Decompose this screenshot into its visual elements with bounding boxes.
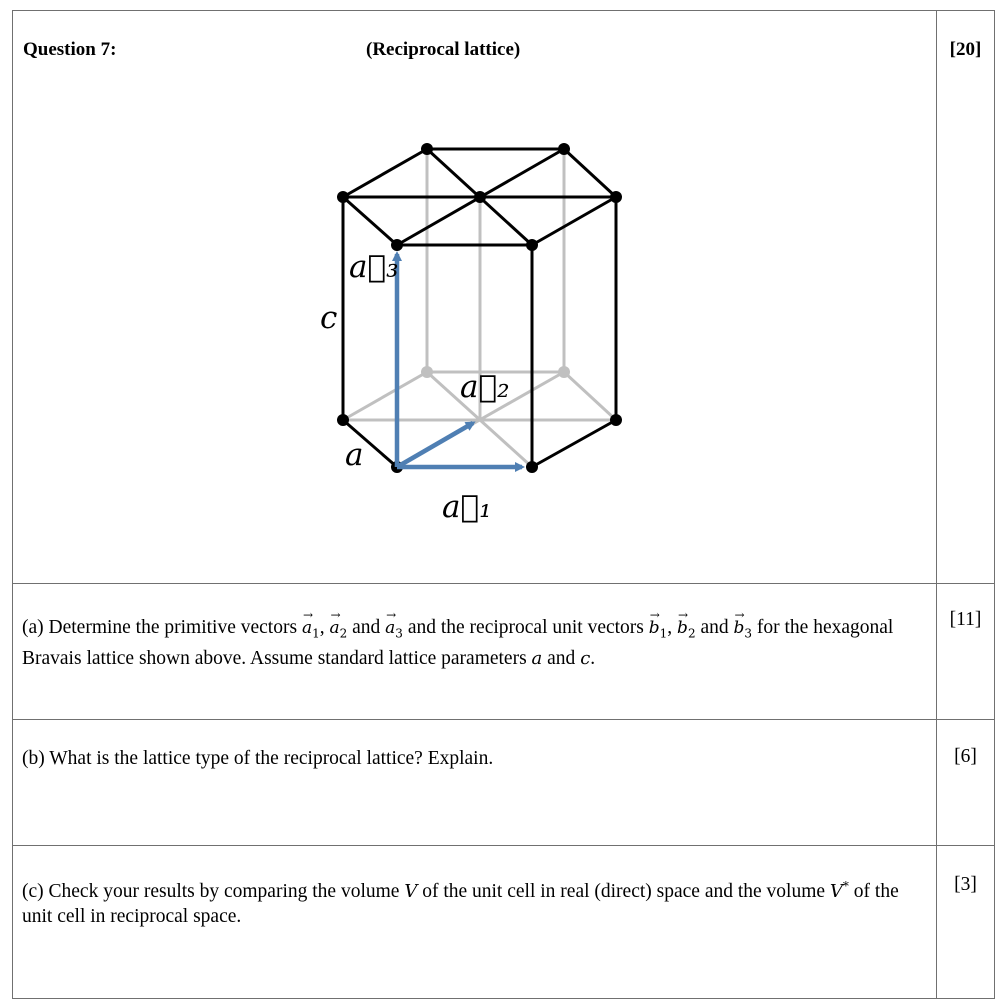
param-a: a xyxy=(531,648,543,670)
vector-a3: → $a_3$ xyxy=(385,616,403,646)
part-b-marks: [6] xyxy=(937,720,995,846)
part-a-text xyxy=(13,584,937,720)
part-a-text-3: and xyxy=(347,617,386,638)
part-a-text-6: and xyxy=(695,617,734,638)
label-a3: a⃗₃ xyxy=(349,249,399,285)
vector-a1: → $a_1$ xyxy=(302,616,320,646)
label-a1: a⃗₁ xyxy=(442,489,492,525)
part-a-marks: [11] xyxy=(937,584,995,720)
part-a-text-4: and the reciprocal unit vectors xyxy=(402,617,649,638)
label-a: a xyxy=(345,437,364,473)
param-c: c xyxy=(580,648,591,670)
part-c-text-3: of the unit cell in reciprocal space. xyxy=(22,881,899,927)
question-label: Question 7: xyxy=(23,39,117,60)
volume-v: V xyxy=(404,881,418,902)
vector-b1: → $b_1$ xyxy=(649,616,668,646)
part-c-text-1: (c) Check your results by comparing the volume xyxy=(22,881,405,902)
part-a-text-2: , xyxy=(319,617,330,638)
volume-v-star: V* xyxy=(829,879,849,902)
total-marks-cell xyxy=(937,11,995,584)
part-a-text-9: . xyxy=(590,648,596,670)
part-c-text xyxy=(13,846,937,999)
total-marks: [20] xyxy=(949,39,982,60)
question-topic: (Reciprocal lattice) xyxy=(366,39,521,60)
question-header-cell xyxy=(13,11,937,584)
part-a-text-1: (a) Determine the primitive vectors xyxy=(22,617,302,638)
vector-b3: → $b_3$ xyxy=(733,616,752,646)
label-c: c xyxy=(320,300,338,336)
part-a-text-8: and xyxy=(542,648,581,670)
question-table xyxy=(12,10,995,999)
label-a2: a⃗₂ xyxy=(460,369,510,405)
part-c-text-2: of the unit cell in real (direct) space and the volume xyxy=(417,881,830,902)
vector-a2-arrow xyxy=(397,423,473,467)
vector-b2: → $b_2$ xyxy=(677,616,696,646)
hexagonal-lattice-diagram xyxy=(13,71,936,581)
part-a-text-7: for the hexagonal Bravais lattice shown above. Assume standard lattice parameters xyxy=(22,617,894,670)
part-c-marks: [3] xyxy=(937,846,995,999)
primitive-vectors xyxy=(397,254,522,467)
vector-a2: → $a_2$ xyxy=(329,616,347,646)
part-b-text: (b) What is the lattice type of the reciprocal lattice? Explain. xyxy=(13,720,937,846)
part-a-text-5: , xyxy=(667,617,678,638)
